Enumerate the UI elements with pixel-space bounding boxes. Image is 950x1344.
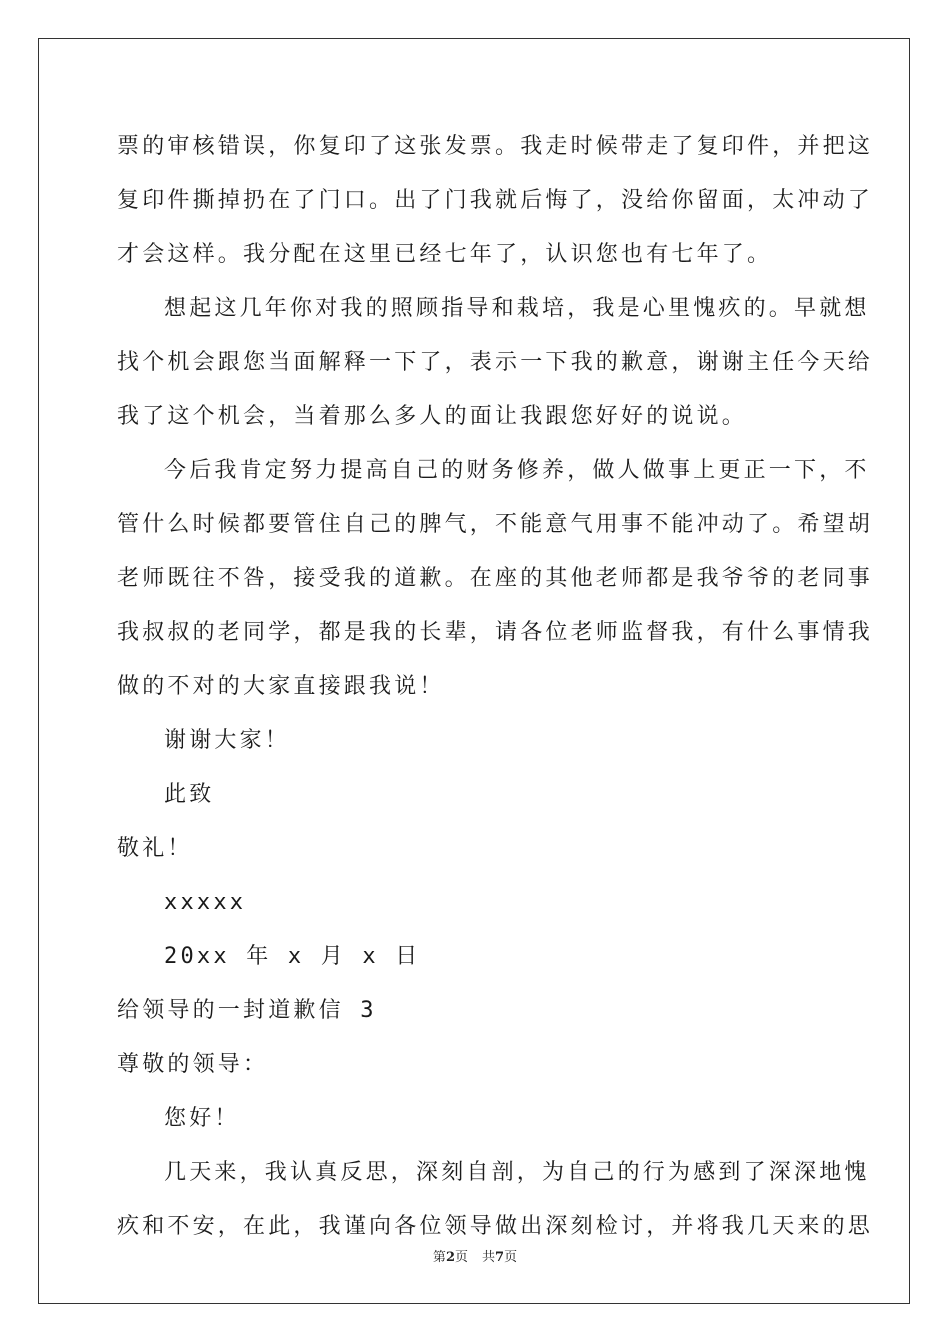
- footer-page-label: 页: [454, 1250, 468, 1265]
- page-number-footer: [0, 1246, 950, 1265]
- paragraph-line: 我叔叔的老同学，都是我的长辈，请各位老师监督我，有什么事情我: [117, 620, 874, 645]
- footer-total-prefix: 共: [482, 1250, 496, 1265]
- total-page-number: 7: [495, 1250, 505, 1265]
- paragraph-line: 复印件撕掉扔在了门口。出了门我就后悔了，没给你留面，太冲动了: [117, 188, 874, 213]
- paragraph-line: 想起这几年你对我的照顾指导和栽培，我是心里愧疚的。早就想: [164, 296, 870, 321]
- letter-greeting: 尊敬的领导：: [117, 1052, 269, 1077]
- paragraph-line: 做的不对的大家直接跟我说！: [117, 674, 445, 699]
- closing-salutation: 此致: [164, 782, 215, 807]
- paragraph-line: 找个机会跟您当面解释一下了，表示一下我的歉意，谢谢主任今天给: [117, 350, 874, 375]
- footer-total-suffix: 页: [504, 1250, 518, 1265]
- signature-name: xxxxx: [164, 890, 247, 915]
- signature-date: 20xx 年 x 月 x 日: [164, 944, 421, 969]
- closing-thanks: 谢谢大家！: [164, 728, 291, 753]
- letter-hello: 您好！: [164, 1106, 240, 1131]
- paragraph-line: 几天来，我认真反思，深刻自剖，为自己的行为感到了深深地愧: [164, 1160, 870, 1185]
- paragraph-line: 才会这样。我分配在这里已经七年了，认识您也有七年了。: [117, 242, 773, 267]
- paragraph-line: 今后我肯定努力提高自己的财务修养，做人做事上更正一下，不: [164, 458, 870, 483]
- document-body: [117, 120, 874, 1254]
- paragraph-line: 管什么时候都要管住自己的脾气，不能意气用事不能冲动了。希望胡: [117, 512, 874, 537]
- paragraph-line: 疚和不安，在此，我谨向各位领导做出深刻检讨，并将我几天来的思: [117, 1214, 874, 1239]
- paragraph-line: 我了这个机会，当着那么多人的面让我跟您好好的说说。: [117, 404, 748, 429]
- section-title: 给领导的一封道歉信 3: [117, 998, 377, 1023]
- paragraph-line: 票的审核错误，你复印了这张发票。我走时候带走了复印件，并把这: [117, 134, 874, 159]
- footer-prefix: 第: [432, 1250, 446, 1265]
- closing-regards: 敬礼！: [117, 836, 193, 861]
- current-page-number: 2: [445, 1250, 455, 1265]
- paragraph-line: 老师既往不咎，接受我的道歉。在座的其他老师都是我爷爷的老同事: [117, 566, 874, 591]
